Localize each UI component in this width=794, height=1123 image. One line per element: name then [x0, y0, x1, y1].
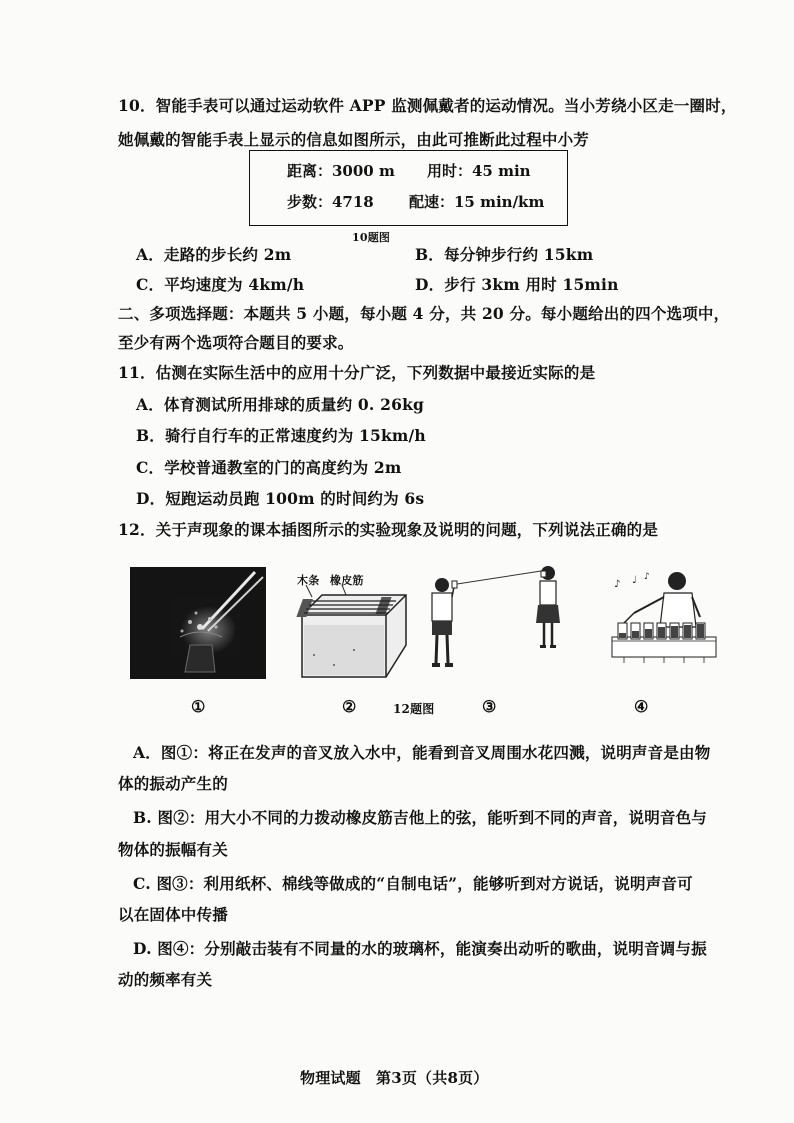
q12-option-a-line1: A．图①：将正在发声的音叉放入水中，能看到音叉周围水花四溅，说明声音是由物 [133, 743, 711, 762]
q11-option-b: B．骑行自行车的正常速度约为 15km/h [136, 426, 426, 445]
distance-cell: 距离：3000 m [287, 162, 395, 180]
q11-option-c: C．学校普通教室的门的高度约为 2m [136, 458, 402, 477]
q10-option-a: A．走路的步长约 2m [136, 245, 292, 264]
svg-text:♪: ♪ [644, 572, 650, 582]
q10-figure-caption: 10题图 [352, 231, 391, 244]
q12-option-d-line2: 动的频率有关 [118, 970, 213, 989]
q10-option-d: D．步行 3km 用时 15min [415, 275, 619, 294]
wood-strip-label: 木条 [297, 574, 320, 587]
figure-number-3: ③ [482, 697, 497, 716]
q12-option-a-line2: 体的振动产生的 [118, 774, 228, 793]
q12-figure-caption: 12题图 [393, 702, 435, 716]
section2-heading-line2: 至少有两个选项符合题目的要求。 [118, 333, 354, 352]
q12-option-c-line2: 以在固体中传播 [118, 905, 228, 924]
glass-cup-music-illustration [604, 567, 722, 671]
q11-option-d: D．短跑运动员跑 100m 的时间约为 6s [136, 489, 425, 508]
svg-text:♪: ♪ [614, 579, 621, 590]
watch-info-table [249, 150, 568, 226]
q10-stem-line1: 10．智能手表可以通过运动软件 APP 监测佩戴者的运动情况。当小芳绕小区走一圈时， [118, 96, 737, 115]
page-footer: 物理试题 第3页（共8页） [300, 1069, 489, 1087]
steps-cell: 步数：4718 [287, 193, 374, 211]
q12-option-c-line1: C. 图③：利用纸杯、棉线等做成的“自制电话”，能够听到对方说话，说明声音可 [133, 874, 693, 893]
string-telephone-illustration [424, 563, 569, 683]
q11-stem: 11．估测在实际生活中的应用十分广泛，下列数据中最接近实际的是 [118, 363, 596, 382]
q12-stem: 12．关于声现象的课本插图所示的实验现象及说明的问题，下列说法正确的是 [118, 520, 659, 539]
section2-heading-line1: 二、多项选择题：本题共 5 小题，每小题 4 分，共 20 分。每小题给出的四个选项中， [118, 304, 730, 323]
q12-option-b-line2: 物体的振幅有关 [118, 840, 228, 859]
pace-cell: 配速：15 min/km [409, 193, 545, 211]
tuning-fork-photo [130, 567, 266, 679]
q10-option-b: B．每分钟步行约 15km [415, 245, 594, 264]
figure-number-4: ④ [634, 697, 649, 716]
q12-option-d-line1: D. 图④：分别敲击装有不同量的水的玻璃杯，能演奏出动听的歌曲，说明音调与振 [133, 939, 707, 958]
rubber-band-guitar-illustration [294, 585, 412, 685]
figure-number-2: ② [342, 697, 357, 716]
svg-text:♩: ♩ [632, 575, 637, 586]
figure-number-1: ① [191, 697, 206, 716]
q10-stem-line2: 她佩戴的智能手表上显示的信息如图所示，由此可推断此过程中小芳 [118, 130, 590, 149]
q11-option-a: A．体育测试所用排球的质量约 0. 26kg [136, 395, 425, 414]
q12-option-b-line1: B. 图②：用大小不同的力拨动橡皮筋吉他上的弦，能听到不同的声音，说明音色与 [133, 808, 707, 827]
rubber-band-label: 橡皮筋 [330, 574, 364, 587]
q10-option-c: C．平均速度为 4km/h [136, 275, 305, 294]
time-cell: 用时：45 min [427, 162, 531, 180]
